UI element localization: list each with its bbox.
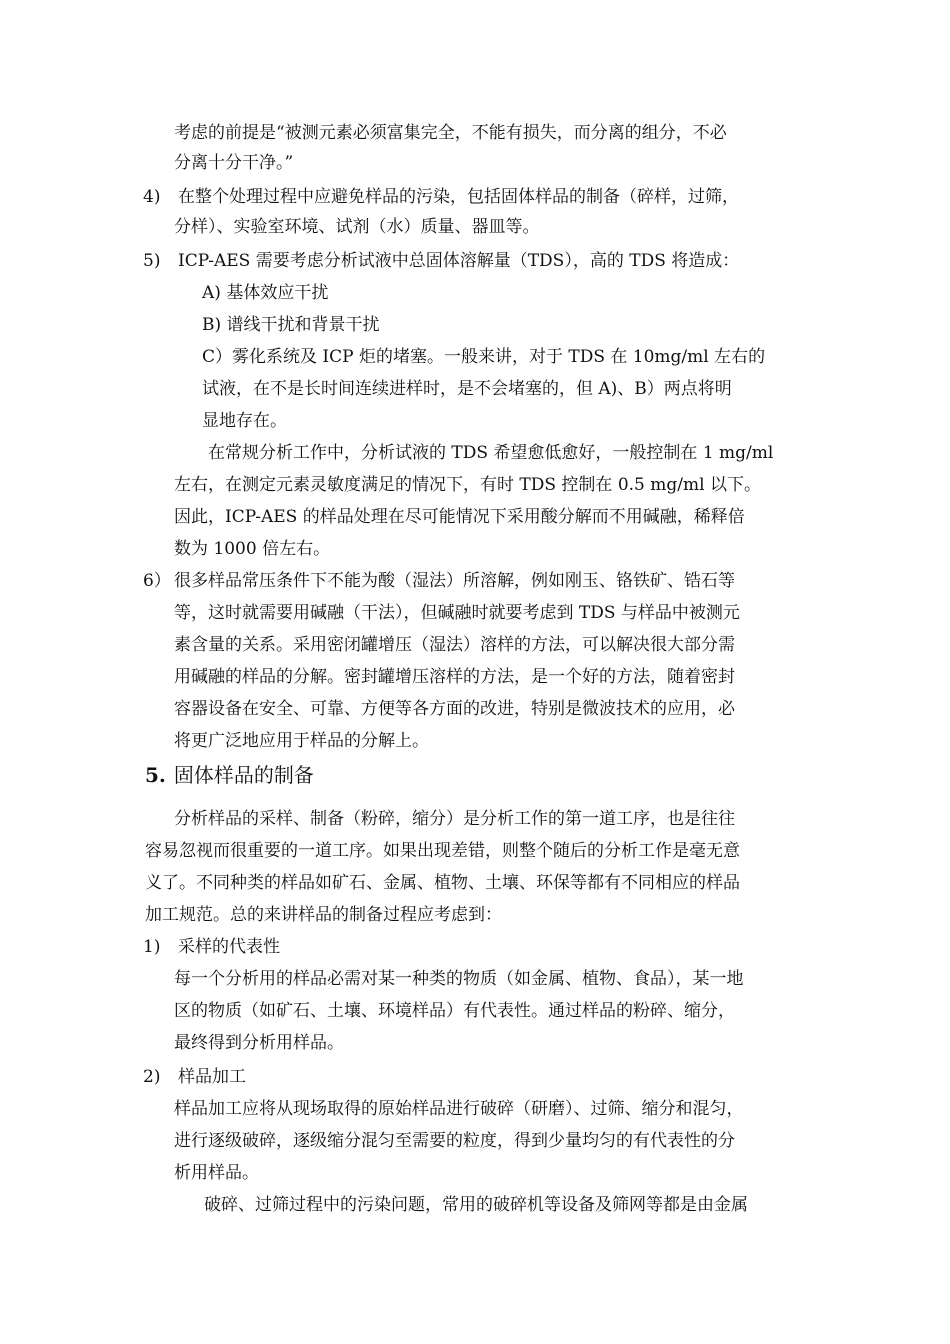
section-number: 5: [145, 763, 159, 787]
item5-line-1: ICP-AES 需要考虑分析试液中总固体溶解量（TDS），高的 TDS 将造成：: [178, 251, 740, 271]
intro-line-2: 容易忽视而很重要的一道工序。如果出现差错，则整个随后的分析工作是毫无意: [145, 841, 740, 861]
sub1-line-3: 最终得到分析用样品。: [174, 1033, 344, 1053]
item6-line-5: 容器设备在安全、可靠、方便等各方面的改进，特别是微波技术的应用，必: [174, 699, 735, 719]
item3-line-2: 分离十分干净。”: [174, 153, 294, 173]
section-dot: .: [158, 763, 166, 787]
sub1-title: 采样的代表性: [178, 937, 280, 957]
item5-sub-c-line-1: C）雾化系统及 ICP 炬的堵塞。一般来讲，对于 TDS 在 10mg/ml 左右的: [202, 347, 766, 367]
intro-line-1: 分析样品的采样、制备（粉碎，缩分）是分析工作的第一道工序，也是往往: [174, 809, 735, 829]
sub1-number: 1): [143, 937, 161, 957]
item5-para-line-4: 数为 1000 倍左右。: [174, 539, 331, 559]
item5-sub-c-line-3: 显地存在。: [202, 411, 287, 431]
item4-line-2: 分样）、实验室环境、试剂（水）质量、器皿等。: [174, 217, 540, 237]
item5-para-line-2: 左右，在测定元素灵敏度满足的情况下，有时 TDS 控制在 0.5 mg/ml 以下。: [174, 475, 761, 495]
item6-line-2: 等，这时就需要用碱融（干法），但碱融时就要考虑到 TDS 与样品中被测元: [174, 603, 740, 623]
item6-line-3: 素含量的关系。采用密闭罐增压（湿法）溶样的方法，可以解决很大部分需: [174, 635, 735, 655]
section-title: 固体样品的制备: [173, 763, 314, 787]
sub2-para-line-1: 破碎、过筛过程中的污染问题，常用的破碎机等设备及筛网等都是由金属: [204, 1195, 748, 1215]
section-heading: [145, 762, 314, 788]
item6-number: 6）: [143, 571, 171, 591]
sub1-line-1: 每一个分析用的样品必需对某一种类的物质（如金属、植物、食品），某一地: [174, 969, 744, 989]
intro-line-3: 义了。不同种类的样品如矿石、金属、植物、土壤、环保等都有不同相应的样品: [145, 873, 740, 893]
item6-line-1: 很多样品常压条件下不能为酸（湿法）所溶解，例如刚玉、铬铁矿、锆石等: [174, 571, 735, 591]
item4-line-1: 在整个处理过程中应避免样品的污染，包括固体样品的制备（碎样，过筛，: [178, 187, 739, 207]
item5-sub-b: B) 谱线干扰和背景干扰: [202, 315, 380, 335]
sub2-number: 2): [143, 1067, 161, 1087]
item5-sub-c-line-2: 试液，在不是长时间连续进样时，是不会堵塞的，但 A)、B）两点将明: [202, 379, 732, 399]
item6-line-4: 用碱融的样品的分解。密封罐增压溶样的方法，是一个好的方法，随着密封: [174, 667, 735, 687]
item6-line-6: 将更广泛地应用于样品的分解上。: [174, 731, 429, 751]
item5-sub-a: A) 基体效应干扰: [202, 283, 329, 303]
sub2-line-3: 析用样品。: [174, 1163, 259, 1183]
item4-number: 4): [143, 187, 161, 207]
sub2-title: 样品加工: [178, 1067, 246, 1087]
item5-number: 5): [143, 251, 161, 271]
intro-line-4: 加工规范。总的来讲样品的制备过程应考虑到：: [145, 905, 502, 925]
item5-para-line-3: 因此，ICP-AES 的样品处理在尽可能情况下采用酸分解而不用碱融，稀释倍: [174, 507, 745, 527]
sub1-line-2: 区的物质（如矿石、土壤、环境样品）有代表性。通过样品的粉碎、缩分，: [174, 1001, 735, 1021]
sub2-line-1: 样品加工应将从现场取得的原始样品进行破碎（研磨）、过筛、缩分和混匀，: [174, 1099, 744, 1119]
item3-line-1: 考虑的前提是“被测元素必须富集完全，不能有损失，而分离的组分，不必: [174, 123, 727, 143]
item5-para-line-1: 在常规分析工作中，分析试液的 TDS 希望愈低愈好，一般控制在 1 mg/ml: [208, 443, 774, 463]
sub2-line-2: 进行逐级破碎，逐级缩分混匀至需要的粒度，得到少量均匀的有代表性的分: [174, 1131, 735, 1151]
